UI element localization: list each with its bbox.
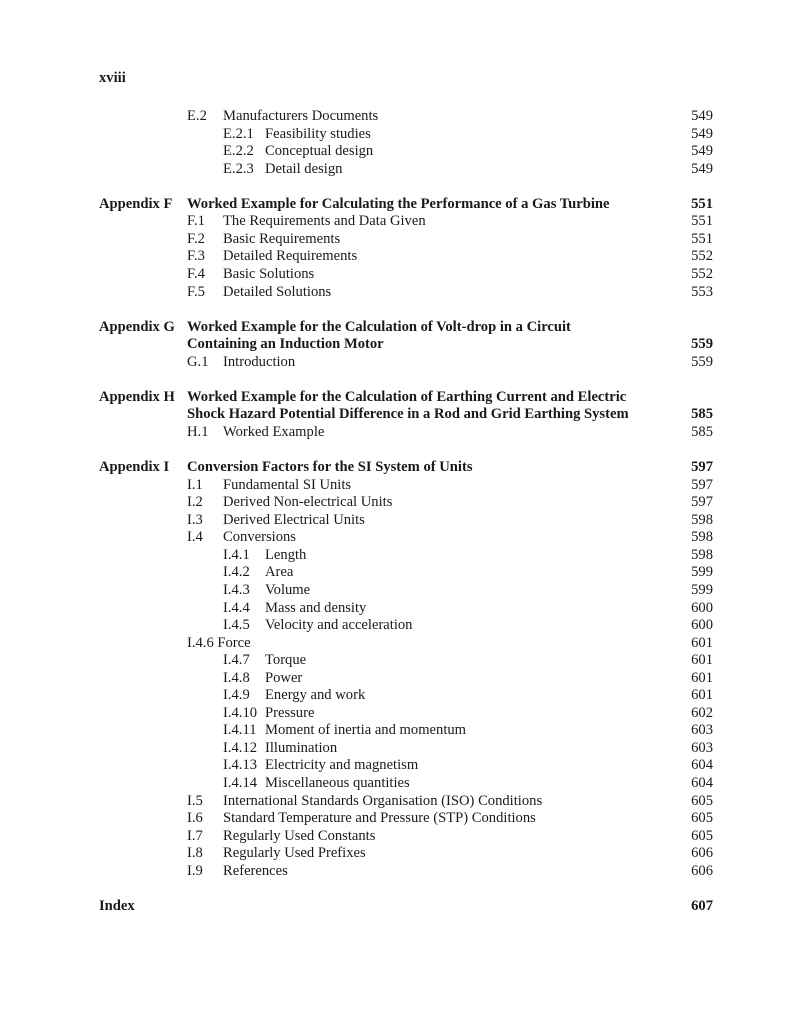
entry-title: Detailed Requirements (223, 248, 358, 265)
entry-title: Torque (265, 652, 307, 669)
page-ref: 603 (691, 722, 713, 739)
page-ref: 600 (691, 617, 713, 634)
page-ref: 598 (691, 546, 713, 563)
entry-number: I.4.13 (223, 757, 258, 774)
toc-entry[interactable] (0, 793, 786, 811)
page-number: xviii (99, 70, 126, 86)
entry-title: Moment of inertia and momentum (265, 722, 467, 739)
toc-entry[interactable] (0, 705, 786, 723)
appendix-title: Worked Example for Calculating the Performance of a Gas Turbine (187, 195, 610, 212)
appendix-heading[interactable] (0, 459, 786, 477)
toc-entry[interactable] (0, 108, 786, 126)
appendix-heading[interactable] (0, 406, 786, 424)
entry-title: Basic Solutions (223, 265, 315, 282)
entry-title: Conversions (223, 529, 296, 546)
toc-entry[interactable] (0, 845, 786, 863)
entry-title: Standard Temperature and Pressure (STP) Conditions (223, 810, 536, 827)
page-ref: 601 (691, 652, 713, 669)
toc-entry[interactable] (0, 828, 786, 846)
entry-title: Power (265, 669, 303, 686)
entry-title: Length (265, 546, 307, 563)
appendix-title: Conversion Factors for the SI System of Units (187, 459, 473, 476)
toc-entry[interactable] (0, 582, 786, 600)
toc-entry[interactable] (0, 248, 786, 266)
page-ref: 598 (691, 511, 713, 528)
toc-entry[interactable] (0, 143, 786, 161)
appendix-label: Appendix G (99, 318, 175, 335)
page-ref: 601 (691, 669, 713, 686)
toc-entry[interactable] (0, 266, 786, 284)
entry-number: E.2.1 (223, 125, 254, 142)
page-ref: 603 (691, 739, 713, 756)
page-ref: 601 (691, 687, 713, 704)
page-ref: 551 (691, 230, 713, 247)
entry-number: G.1 (187, 353, 209, 370)
toc-entry[interactable] (0, 775, 786, 793)
toc-entry[interactable] (0, 635, 786, 653)
entry-number: I.2 (187, 494, 203, 511)
entry-number: I.4.11 (223, 722, 257, 739)
toc-entry[interactable] (0, 354, 786, 372)
page-ref: 599 (691, 581, 713, 598)
section-gap (0, 178, 786, 196)
entry-title: Manufacturers Documents (223, 108, 379, 124)
entry-number: H.1 (187, 423, 209, 440)
entry-title: The Requirements and Data Given (223, 213, 426, 230)
entry-title: Velocity and acceleration (265, 617, 413, 634)
entry-title: Regularly Used Prefixes (223, 845, 366, 862)
index-label: Index (99, 897, 135, 914)
appendix-heading[interactable] (0, 389, 786, 407)
entry-number: I.4.1 (223, 546, 250, 563)
entry-title: Basic Requirements (223, 230, 341, 247)
page-ref: 597 (691, 494, 713, 511)
page-ref: 601 (691, 634, 713, 651)
entry-title: Mass and density (265, 599, 367, 616)
entry-title: I.4.6 Force (187, 634, 251, 651)
page-ref: 604 (691, 774, 713, 791)
page-ref: 549 (691, 108, 713, 124)
page-ref: 549 (691, 125, 713, 142)
entry-number: F.4 (187, 265, 205, 282)
entry-number: I.4.12 (223, 739, 258, 756)
entry-title: Introduction (223, 353, 296, 370)
entry-number: F.1 (187, 213, 205, 230)
entry-number: I.4 (187, 529, 203, 546)
page-ref: 605 (691, 792, 713, 809)
appendix-heading[interactable] (0, 319, 786, 337)
page-ref: 606 (691, 845, 713, 862)
toc-entry[interactable] (0, 863, 786, 881)
entry-title: International Standards Organisation (ISO) Conditions (223, 792, 543, 809)
entry-title: Miscellaneous quantities (265, 774, 410, 791)
section-gap (0, 301, 786, 319)
appendix-title: Worked Example for the Calculation of Volt-drop in a Circuit (187, 318, 571, 335)
entry-number: E.2.3 (223, 160, 254, 177)
entry-title: Area (265, 564, 294, 581)
page-ref: 606 (691, 862, 713, 879)
page-ref: 605 (691, 810, 713, 827)
toc-entry[interactable] (0, 564, 786, 582)
entry-number: I.4.9 (223, 687, 250, 704)
page-ref: 549 (691, 160, 713, 177)
entry-title: Illumination (265, 739, 338, 756)
page-ref: 604 (691, 757, 713, 774)
entry-number: I.6 (187, 810, 203, 827)
entry-number: I.9 (187, 862, 203, 879)
toc-entry[interactable] (0, 757, 786, 775)
page-ref: 597 (691, 459, 713, 476)
toc-entry[interactable] (0, 284, 786, 302)
appendix-label: Appendix H (99, 388, 175, 405)
entry-title: Worked Example (223, 423, 325, 440)
table-of-contents (0, 108, 786, 915)
entry-number: E.2 (187, 108, 207, 124)
entry-number: I.4.5 (223, 617, 250, 634)
entry-number: I.1 (187, 476, 203, 493)
entry-number: I.4.7 (223, 652, 250, 669)
page-ref: 559 (691, 336, 713, 353)
page-ref: 585 (691, 406, 713, 423)
entry-number: I.4.8 (223, 669, 250, 686)
entry-number: I.5 (187, 792, 203, 809)
page-ref: 549 (691, 143, 713, 160)
entry-title: Detailed Solutions (223, 283, 332, 300)
entry-number: F.3 (187, 248, 205, 265)
entry-title: Fundamental SI Units (223, 476, 352, 493)
entry-number: I.3 (187, 511, 203, 528)
page-ref: 600 (691, 599, 713, 616)
toc-entry[interactable] (0, 161, 786, 179)
toc-entry[interactable] (0, 617, 786, 635)
page-ref: 551 (691, 195, 713, 212)
entry-title: Energy and work (265, 687, 366, 704)
appendix-label: Appendix F (99, 195, 173, 212)
page-ref: 552 (691, 248, 713, 265)
toc-entry[interactable] (0, 231, 786, 249)
page-ref: 599 (691, 564, 713, 581)
entry-number: I.4.3 (223, 581, 250, 598)
toc-entry[interactable] (0, 600, 786, 618)
toc-entry[interactable] (0, 810, 786, 828)
entry-number: I.4.14 (223, 774, 258, 791)
entry-title: Derived Electrical Units (223, 511, 365, 528)
entry-number: I.4.4 (223, 599, 250, 616)
appendix-label: Appendix I (99, 459, 170, 476)
toc-entry[interactable] (0, 687, 786, 705)
page-ref: 607 (691, 897, 713, 914)
page-ref: 602 (691, 704, 713, 721)
toc-entry[interactable] (0, 477, 786, 495)
toc-entry[interactable] (0, 670, 786, 688)
appendix-title: Worked Example for the Calculation of Earthing Current and Electric (187, 388, 627, 405)
appendix-title: Shock Hazard Potential Difference in a Rod and Grid Earthing System (187, 406, 629, 423)
section-gap (0, 442, 786, 460)
page-ref: 552 (691, 265, 713, 282)
entry-title: References (223, 862, 288, 879)
entry-title: Regularly Used Constants (223, 827, 376, 844)
entry-title: Volume (265, 581, 311, 598)
entry-title: Feasibility studies (265, 125, 371, 142)
entry-title: Detail design (265, 160, 343, 177)
entry-number: I.7 (187, 827, 203, 844)
page-ref: 559 (691, 353, 713, 370)
appendix-heading[interactable] (0, 336, 786, 354)
entry-number: F.5 (187, 283, 205, 300)
toc-entry[interactable] (0, 529, 786, 547)
page-ref: 605 (691, 827, 713, 844)
page-ref: 597 (691, 476, 713, 493)
toc-entry[interactable] (0, 512, 786, 530)
entry-title: Derived Non-electrical Units (223, 494, 393, 511)
page-ref: 551 (691, 213, 713, 230)
entry-number: F.2 (187, 230, 205, 247)
index-entry[interactable] (0, 898, 786, 916)
entry-number: I.4.10 (223, 704, 258, 721)
toc-entry[interactable] (0, 740, 786, 758)
entry-title: Conceptual design (265, 143, 374, 160)
entry-title: Pressure (265, 704, 315, 721)
toc-entry[interactable] (0, 547, 786, 565)
appendix-heading[interactable] (0, 196, 786, 214)
toc-entry[interactable] (0, 126, 786, 144)
toc-entry[interactable] (0, 652, 786, 670)
page-ref: 598 (691, 529, 713, 546)
appendix-title: Containing an Induction Motor (187, 336, 384, 353)
toc-entry[interactable] (0, 494, 786, 512)
page-ref: 553 (691, 283, 713, 300)
section-gap (0, 371, 786, 389)
toc-entry[interactable] (0, 424, 786, 442)
toc-entry[interactable] (0, 213, 786, 231)
page-ref: 585 (691, 423, 713, 440)
entry-title: Electricity and magnetism (265, 757, 419, 774)
entry-number: E.2.2 (223, 143, 254, 160)
section-gap (0, 880, 786, 898)
toc-entry[interactable] (0, 722, 786, 740)
entry-number: I.4.2 (223, 564, 250, 581)
entry-number: I.8 (187, 845, 203, 862)
